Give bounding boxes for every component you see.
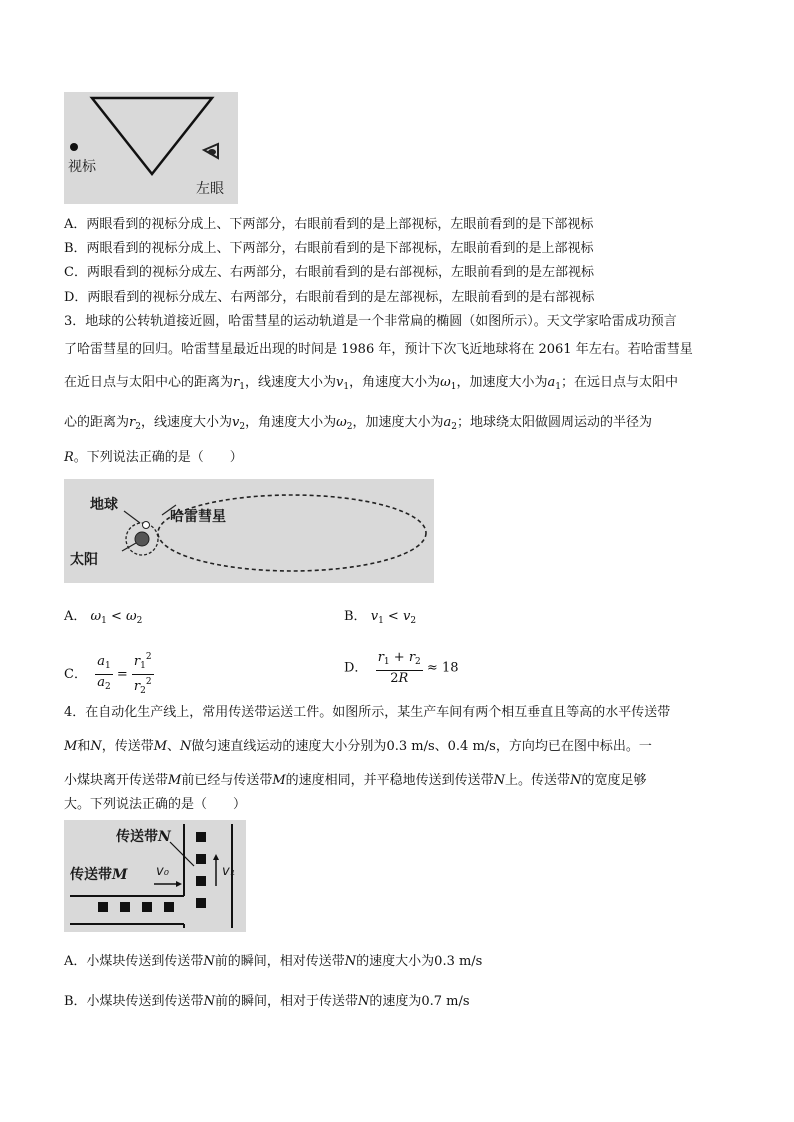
q2-option-d: D．两眼看到的视标分成左、右两部分，右眼前看到的是左部视标，左眼前看到的是右部视标 (64, 290, 595, 305)
q4-line-3: 小煤块离开传送带M前已经与传送带M的速度相同，并平稳地传送到传送带N上。传送带N的宽度足够 (64, 773, 647, 788)
q2-option-b: B．两眼看到的视标分成上、下两部分，右眼前看到的是下部视标，左眼前看到的是上部视标 (64, 241, 594, 256)
q2-option-a: A．两眼看到的视标分成上、下两部分，右眼前看到的是上部视标，左眼前看到的是下部视标 (64, 217, 594, 232)
q3-line-1: 3．地球的公转轨道接近圆，哈雷彗星的运动轨道是一个非常扁的椭圆（如图所示）。天文学家哈雷成功预言 (64, 314, 677, 329)
orbit-diagram (64, 479, 434, 583)
q3-option-c: C． $\frac{a_1}{a_2}$ = $\frac{r_1^2}{r_2^2}$ (64, 652, 152, 696)
q4-option-a: A．小煤块传送到传送带N前的瞬间，相对传送带N的速度大小为0.3 m/s (64, 954, 483, 969)
q4-line-2: M和N，传送带M、N做匀速直线运动的速度大小分别为0.3 m/s、0.4 m/s，方向均已在图中标出。一 (64, 739, 652, 754)
figure-orbit (64, 479, 434, 583)
label-belt-n: 传送带N (116, 829, 171, 845)
q4-option-b: B．小煤块传送到传送带N前的瞬间，相对于传送带N的速度为0.7 m/s (64, 994, 470, 1009)
q3-option-d: D． $\frac{r_1 + r_2}{2R}$ ≈ 18 (344, 650, 459, 686)
q3-option-a: A． $\omega_1 < \omega_2$ (64, 609, 143, 626)
q3-line-4: 心的距离为$r_2$，线速度大小为$v_2$，角速度大小为$\omega_2$，加速度大小为$a_2$；地球绕太阳做圆周运动的半径为 (64, 415, 652, 432)
q2-option-c: C．两眼看到的视标分成左、右两部分，右眼前看到的是右部视标，左眼前看到的是左部视标 (64, 265, 594, 280)
label-left-eye: 左眼 (196, 181, 224, 197)
label-belt-m: 传送带M (70, 867, 128, 883)
label-earth: 地球 (90, 497, 118, 513)
q3-line-2: 了哈雷彗星的回归。哈雷彗星最近出现的时间是 1986 年，预计下次飞近地球将在 2061 年左右。若哈雷彗星 (64, 342, 693, 357)
label-v0: v₀ (156, 864, 169, 879)
q3-option-b: B． $v_1 < v_2$ (344, 609, 417, 626)
label-sun: 太阳 (70, 552, 98, 568)
q3-line-5: R。下列说法正确的是（ ） (64, 450, 243, 465)
label-comet: 哈雷彗星 (170, 509, 226, 525)
q4-line-4: 大。下列说法正确的是（ ） (64, 797, 247, 812)
figure-conveyor (64, 820, 246, 932)
label-target: 视标 (68, 159, 96, 175)
q4-line-1: 4．在自动化生产线上，常用传送带运送工件。如图所示，某生产车间有两个相互垂直且等高的水平传送带 (64, 705, 671, 720)
figure-visual-target (64, 92, 238, 204)
label-v1: v₁ (222, 864, 235, 879)
q3-line-3: 在近日点与太阳中心的距离为$r_1$，线速度大小为$v_1$，角速度大小为$\omega_1$，加速度大小为$a_1$；在远日点与太阳中 (64, 375, 678, 392)
